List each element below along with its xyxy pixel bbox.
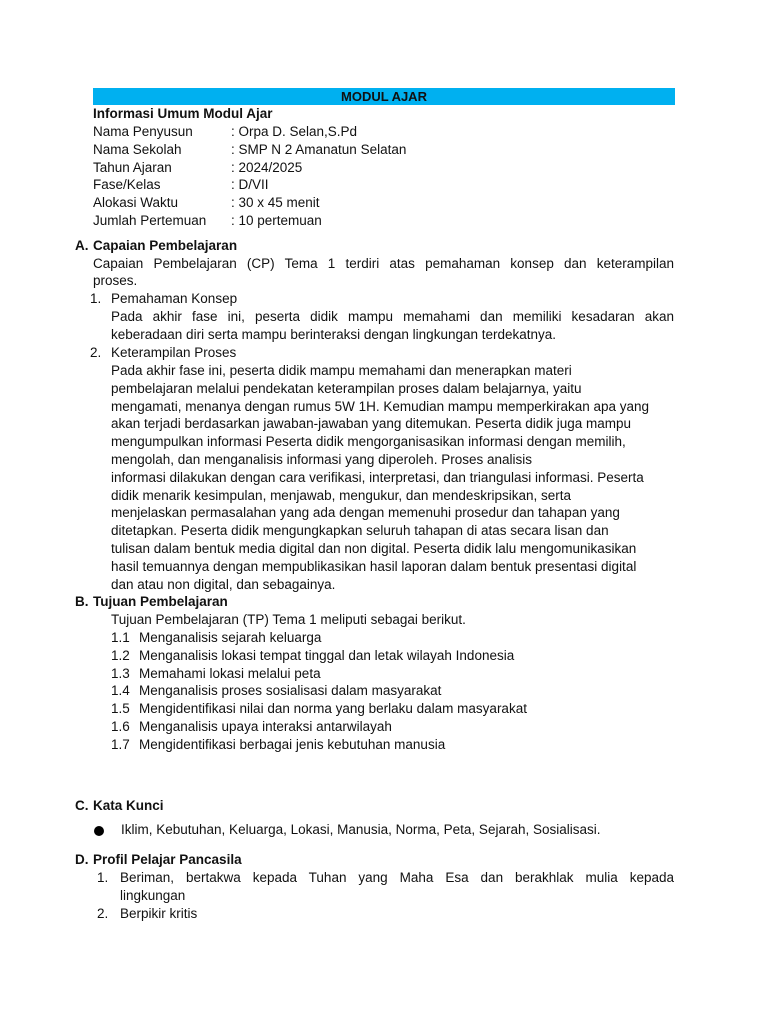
paragraph-line: dan atau non digital, dan sebagainya. bbox=[111, 577, 336, 592]
list-item: Mengidentifikasi nilai dan norma yang berlaku dalam masyarakat bbox=[139, 701, 527, 716]
info-label: Nama Penyusun bbox=[93, 124, 193, 139]
info-label: Jumlah Pertemuan bbox=[93, 213, 207, 228]
list-number: 1.1 bbox=[111, 630, 130, 645]
list-number: 1.2 bbox=[111, 648, 130, 663]
list-item: Menganalisis upaya interaksi antarwilayah bbox=[139, 719, 392, 734]
paragraph-line: tulisan dalam bentuk media digital dan non digital. Peserta didik lalu mengomunikasikan bbox=[111, 541, 637, 556]
list-item: lingkungan bbox=[120, 888, 186, 903]
paragraph-line: keberadaan diri serta mampu berinteraksi dengan lingkungan terdekatnya. bbox=[111, 327, 557, 342]
section-d-marker: D. bbox=[75, 852, 89, 867]
section-b-heading: Tujuan Pembelajaran bbox=[93, 594, 228, 609]
paragraph-line: menjelaskan permasalahan yang ada dengan memenuhi prosedur dan tahapan yang bbox=[111, 505, 620, 520]
list-number: 1.3 bbox=[111, 666, 130, 681]
list-number: 1. bbox=[90, 291, 102, 306]
paragraph-line: didik menarik kesimpulan, menjawab, mengukur, dan mendeskripsikan, serta bbox=[111, 488, 571, 503]
info-value: : D/VII bbox=[231, 177, 269, 192]
paragraph-line: hasil temuannya dengan mempublikasikan hasil laporan dalam bentuk presentasi digital bbox=[111, 559, 637, 574]
list-item: Menganalisis sejarah keluarga bbox=[139, 630, 322, 645]
subheading: Keterampilan Proses bbox=[111, 345, 237, 360]
info-label: Fase/Kelas bbox=[93, 177, 161, 192]
paragraph-line: mengamati, menanya dengan rumus 5W 1H. Kemudian mampu memperkirakan apa yang bbox=[111, 399, 650, 414]
info-value: : SMP N 2 Amanatun Selatan bbox=[231, 142, 407, 157]
section-a-marker: A. bbox=[75, 238, 89, 253]
info-heading: Informasi Umum Modul Ajar bbox=[93, 106, 273, 121]
list-item: Menganalisis proses sosialisasi dalam masyarakat bbox=[139, 683, 442, 698]
section-a-intro: proses. bbox=[93, 273, 138, 288]
paragraph-line: mengumpulkan informasi Peserta didik mengorganisasikan informasi dengan memilih, bbox=[111, 434, 626, 449]
list-item: Beriman, bertakwa kepada Tuhan yang Maha Esa dan berakhlak mulia kepada bbox=[120, 870, 674, 885]
section-d-heading: Profil Pelajar Pancasila bbox=[93, 852, 242, 867]
info-label: Alokasi Waktu bbox=[93, 195, 179, 210]
list-number: 1.7 bbox=[111, 737, 130, 752]
list-number: 1.5 bbox=[111, 701, 130, 716]
list-number: 1.6 bbox=[111, 719, 130, 734]
info-value: : Orpa D. Selan,S.Pd bbox=[231, 124, 358, 139]
list-item: Memahami lokasi melalui peta bbox=[139, 666, 321, 681]
section-c-heading: Kata Kunci bbox=[93, 798, 164, 813]
list-number: 2. bbox=[90, 345, 102, 360]
paragraph-line: pembelajaran melalui pendekatan keterampilan proses dalam belajarnya, yaitu bbox=[111, 381, 582, 396]
section-b-intro: Tujuan Pembelajaran (TP) Tema 1 meliputi sebagai berikut. bbox=[111, 612, 466, 627]
info-value: : 30 x 45 menit bbox=[231, 195, 320, 210]
section-b-marker: B. bbox=[75, 594, 89, 609]
document-title: MODUL AJAR bbox=[93, 88, 675, 105]
keywords-text: Iklim, Kebutuhan, Keluarga, Lokasi, Manusia, Norma, Peta, Sejarah, Sosialisasi. bbox=[121, 822, 601, 837]
paragraph-line: informasi dilakukan dengan cara verifikasi, interpretasi, dan triangulasi informasi. Peserta bbox=[111, 470, 644, 485]
info-value: : 2024/2025 bbox=[231, 160, 303, 175]
section-a-intro: Capaian Pembelajaran (CP) Tema 1 terdiri atas pemahaman konsep dan keterampilan bbox=[93, 256, 674, 271]
info-label: Nama Sekolah bbox=[93, 142, 182, 157]
subheading: Pemahaman Konsep bbox=[111, 291, 238, 306]
bullet-icon bbox=[94, 826, 104, 836]
list-item: Mengidentifikasi berbagai jenis kebutuhan manusia bbox=[139, 737, 446, 752]
paragraph-line: akan terjadi berdasarkan jawaban-jawaban yang ditemukan. Peserta didik juga mampu bbox=[111, 416, 632, 431]
info-label: Tahun Ajaran bbox=[93, 160, 172, 175]
list-item: Menganalisis lokasi tempat tinggal dan letak wilayah Indonesia bbox=[139, 648, 515, 663]
info-value: : 10 pertemuan bbox=[231, 213, 322, 228]
list-number: 2. bbox=[97, 906, 109, 921]
list-number: 1.4 bbox=[111, 683, 130, 698]
section-c-marker: C. bbox=[75, 798, 89, 813]
paragraph-line: Pada akhir fase ini, peserta didik mampu memahami dan menerapkan materi bbox=[111, 363, 572, 378]
section-a-heading: Capaian Pembelajaran bbox=[93, 238, 238, 253]
paragraph-line: ditetapkan. Peserta didik mengungkapkan seluruh tahapan di atas secara lisan dan bbox=[111, 523, 609, 538]
list-item: Berpikir kritis bbox=[120, 906, 198, 921]
paragraph-line: mengolah, dan menganalisis informasi yang diperoleh. Proses analisis bbox=[111, 452, 532, 467]
paragraph-line: Pada akhir fase ini, peserta didik mampu memahami dan memiliki kesadaran akan bbox=[111, 309, 674, 324]
list-number: 1. bbox=[97, 870, 109, 885]
